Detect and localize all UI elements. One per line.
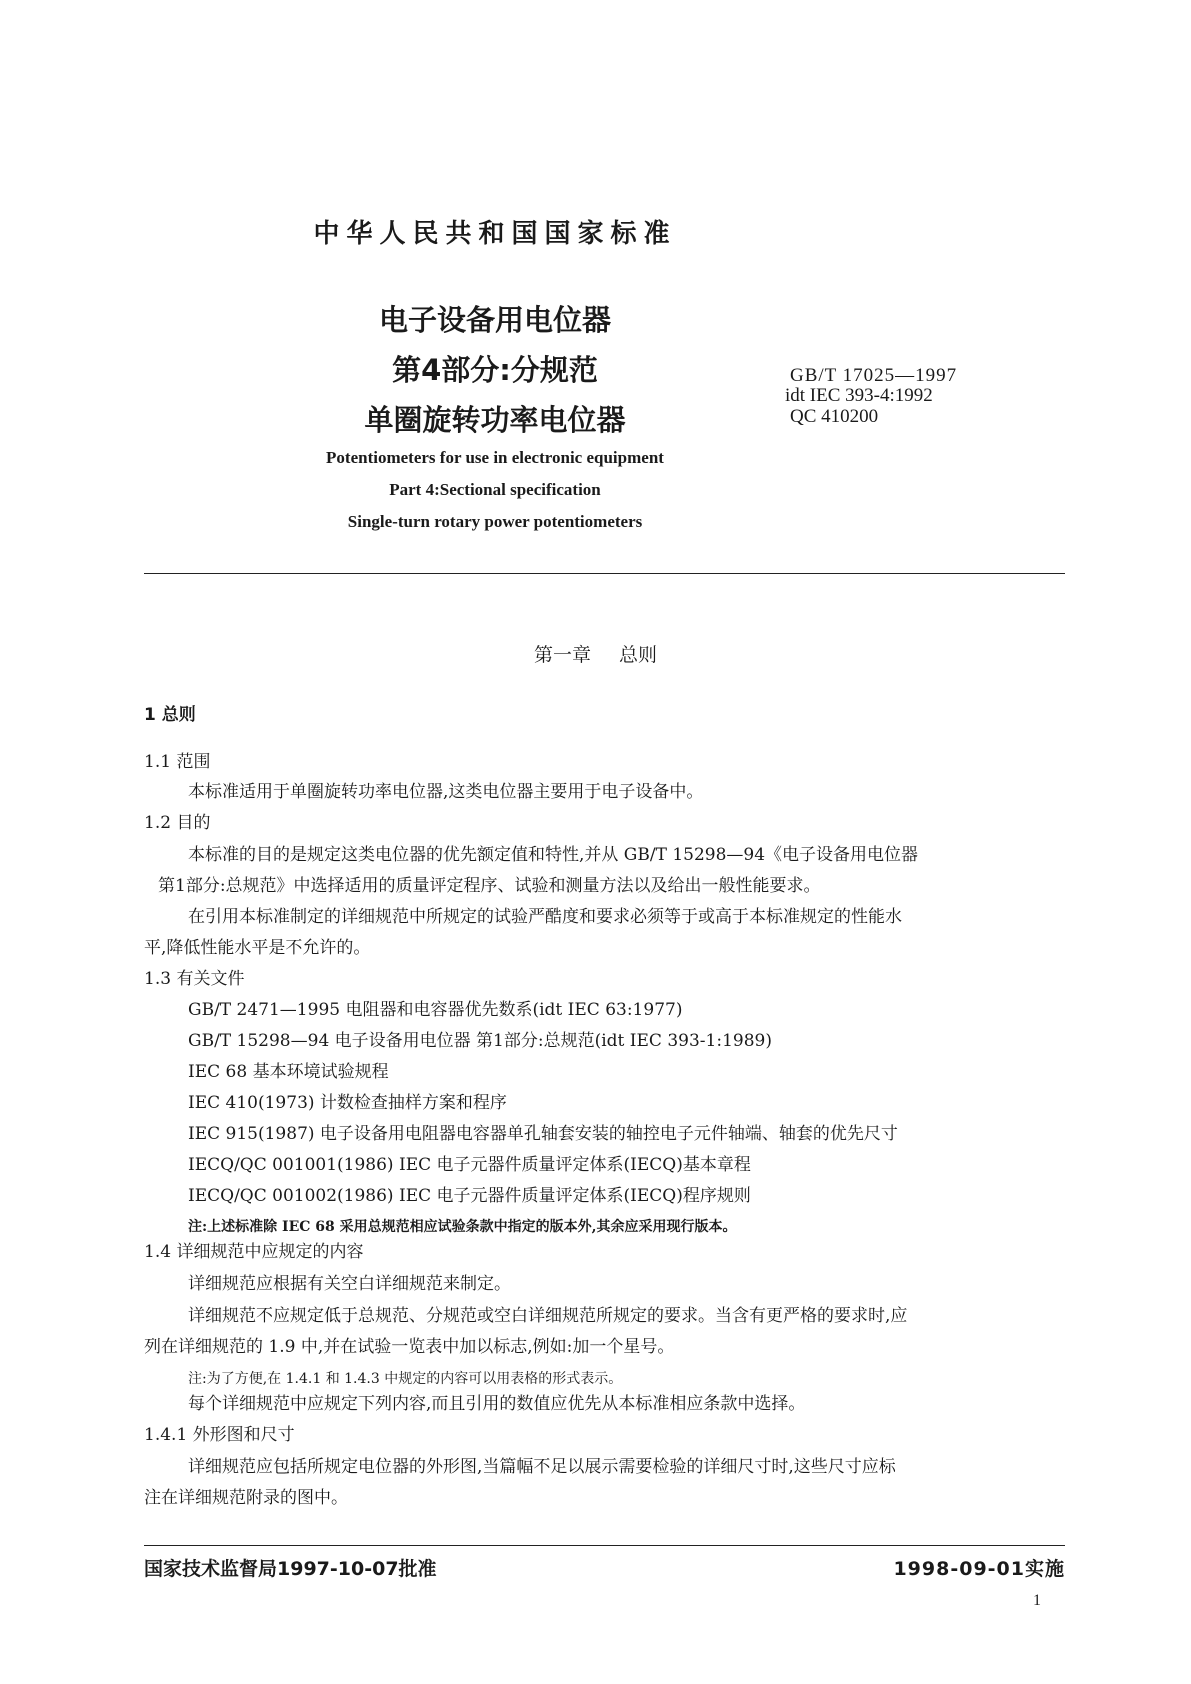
national-standard-heading: 中华人民共和国国家标准 xyxy=(313,219,677,249)
section-1-1-paragraph: 本标准适用于单圈旋转功率电位器,这类电位器主要用于电子设备中。 xyxy=(188,782,704,802)
section-1-4-paragraph-2-line-1: 详细规范不应规定低于总规范、分规范或空白详细规范所规定的要求。当含有更严格的要求时,应 xyxy=(188,1306,908,1326)
reference-item: IEC 915(1987) 电子设备用电阻器电容器单孔轴套安装的轴控电子元件轴端、轴套的优先尺寸 xyxy=(188,1124,898,1144)
title-cn-line-1: 电子设备用电位器 xyxy=(378,303,611,337)
reference-item: GB/T 15298—94 电子设备用电位器 第1部分:总规范(idt IEC 393-1:1989) xyxy=(188,1031,772,1051)
section-1-4-paragraph-1: 详细规范应根据有关空白详细规范来制定。 xyxy=(188,1274,511,1294)
section-1-heading: 1 总则 xyxy=(144,705,196,725)
title-cn-line-2: 第4部分:分规范 xyxy=(392,353,598,387)
section-1-3-heading: 1.3 有关文件 xyxy=(144,969,245,989)
title-en-line-2: Part 4:Sectional specification xyxy=(389,480,601,499)
section-1-2-paragraph-1-line-1: 本标准的目的是规定这类电位器的优先额定值和特性,并从 GB/T 15298—94《电子设备用电位器 xyxy=(188,845,919,865)
title-cn-line-3: 单圈旋转功率电位器 xyxy=(364,403,626,437)
reference-item: IEC 410(1973) 计数检查抽样方案和程序 xyxy=(188,1093,507,1113)
approval-date: 国家技术监督局1997-10-07批准 xyxy=(144,1558,437,1580)
effective-date: 1998-09-01实施 xyxy=(893,1558,1065,1580)
section-1-2-paragraph-2-line-1: 在引用本标准制定的详细规范中所规定的试验严酷度和要求必须等于或高于本标准规定的性能水 xyxy=(188,907,902,927)
reference-item: GB/T 2471—1995 电阻器和电容器优先数系(idt IEC 63:1977) xyxy=(188,1000,683,1020)
page-number: 1 xyxy=(1033,1592,1041,1609)
title-en-line-3: Single-turn rotary power potentiometers xyxy=(347,512,643,531)
standard-idt: idt IEC 393-4:1992 xyxy=(785,385,933,406)
standard-qc: QC 410200 xyxy=(790,406,879,427)
section-1-4-note: 注:为了方便,在 1.4.1 和 1.4.3 中规定的内容可以用表格的形式表示。 xyxy=(188,1371,623,1387)
chapter-title: 第一章 总则 xyxy=(533,644,658,666)
top-divider xyxy=(144,573,1065,574)
section-1-4-heading: 1.4 详细规范中应规定的内容 xyxy=(144,1242,364,1262)
reference-item: IECQ/QC 001001(1986) IEC 电子元器件质量评定体系(IECQ)基本章程 xyxy=(188,1155,751,1175)
section-1-4-paragraph-2-line-2: 列在详细规范的 1.9 中,并在试验一览表中加以标志,例如:加一个星号。 xyxy=(144,1337,675,1357)
reference-item: IECQ/QC 001002(1986) IEC 电子元器件质量评定体系(IECQ)程序规则 xyxy=(188,1186,751,1206)
section-1-1-heading: 1.1 范围 xyxy=(144,752,211,772)
reference-item: IEC 68 基本环境试验规程 xyxy=(188,1062,389,1082)
bottom-divider xyxy=(144,1545,1065,1546)
standard-number: GB/T 17025—1997 xyxy=(790,365,958,386)
section-1-4-1-paragraph-line-2: 注在详细规范附录的图中。 xyxy=(144,1488,348,1508)
section-1-4-1-heading: 1.4.1 外形图和尺寸 xyxy=(144,1425,295,1445)
title-en-line-1: Potentiometers for use in electronic equipment xyxy=(326,448,664,467)
section-1-4-paragraph-3: 每个详细规范中应规定下列内容,而且引用的数值应优先从本标准相应条款中选择。 xyxy=(188,1394,806,1414)
section-1-2-paragraph-2-line-2: 平,降低性能水平是不允许的。 xyxy=(144,938,371,958)
section-1-3-note: 注:上述标准除 IEC 68 采用总规范相应试验条款中指定的版本外,其余应采用现行版本。 xyxy=(188,1219,737,1235)
section-1-4-1-paragraph-line-1: 详细规范应包括所规定电位器的外形图,当篇幅不足以展示需要检验的详细尺寸时,这些尺寸应标 xyxy=(188,1457,896,1477)
section-1-2-paragraph-1-line-2: 第1部分:总规范》中选择适用的质量评定程序、试验和测量方法以及给出一般性能要求。 xyxy=(158,876,821,896)
section-1-2-heading: 1.2 目的 xyxy=(144,813,211,833)
